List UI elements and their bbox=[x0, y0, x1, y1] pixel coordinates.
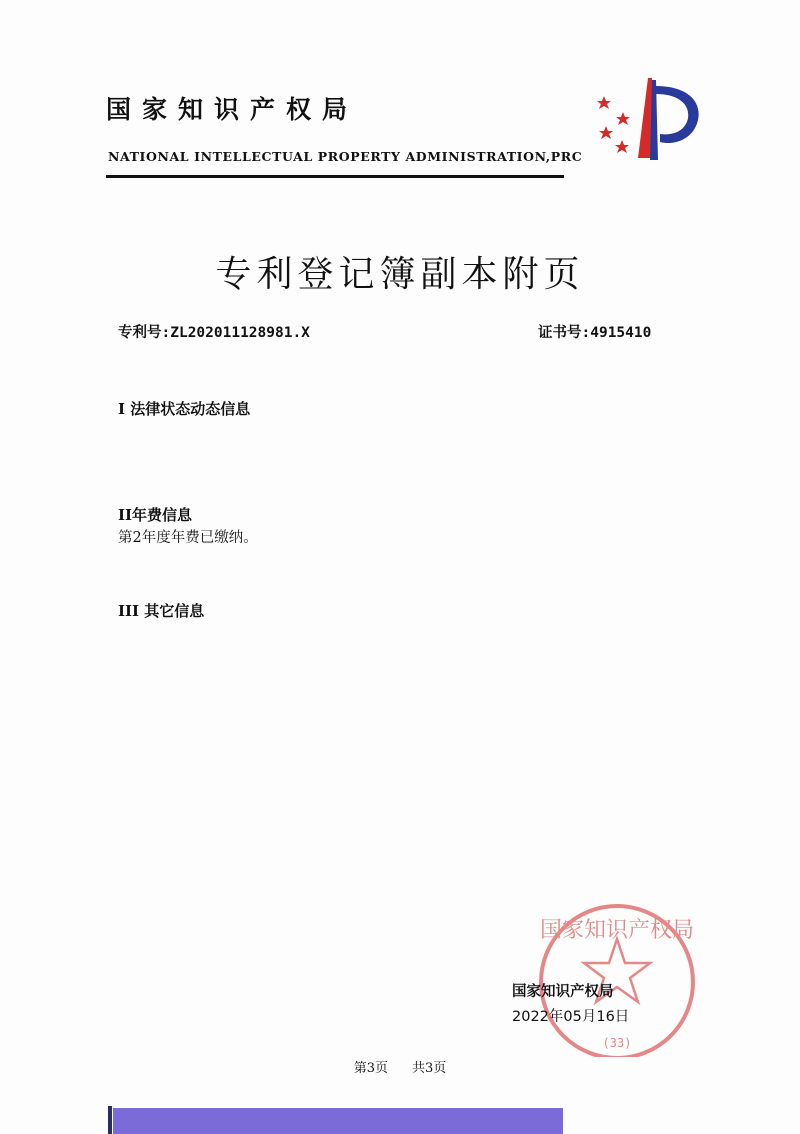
page-number bbox=[0, 1057, 800, 1076]
svg-text:(33): (33) bbox=[602, 1036, 632, 1050]
agency-name-chinese: 国家知识产权局 bbox=[106, 95, 359, 124]
cnipa-logo-icon bbox=[590, 72, 710, 172]
patent-number: 专利号:ZL202011128981.X bbox=[118, 325, 310, 341]
bottom-color-band bbox=[113, 1108, 563, 1134]
section-other-info-heading: III 其它信息 bbox=[118, 602, 205, 620]
section-legal-status-heading: I 法律状态动态信息 bbox=[118, 400, 251, 418]
issuer-name: 国家知识产权局 bbox=[512, 984, 614, 1000]
section-annual-fee-text: 第2年度年费已缴纳。 bbox=[118, 530, 258, 546]
header-divider bbox=[106, 175, 564, 178]
certificate-number: 证书号:4915410 bbox=[538, 325, 652, 341]
bottom-band-edge bbox=[108, 1106, 112, 1134]
svg-text:国家知识产权局: 国家知识产权局 bbox=[539, 918, 695, 943]
official-seal-icon bbox=[505, 897, 705, 1057]
issue-date: 2022年05月16日 bbox=[512, 1009, 630, 1025]
agency-name-english: NATIONAL INTELLECTUAL PROPERTY ADMINISTRATION,PRC bbox=[108, 149, 583, 164]
page-current: 第3页 bbox=[353, 1061, 388, 1076]
section-annual-fee-heading: II年费信息 bbox=[118, 506, 193, 524]
page-total: 共3页 bbox=[412, 1061, 447, 1076]
document-title: 专利登记簿副本附页 bbox=[215, 254, 585, 295]
